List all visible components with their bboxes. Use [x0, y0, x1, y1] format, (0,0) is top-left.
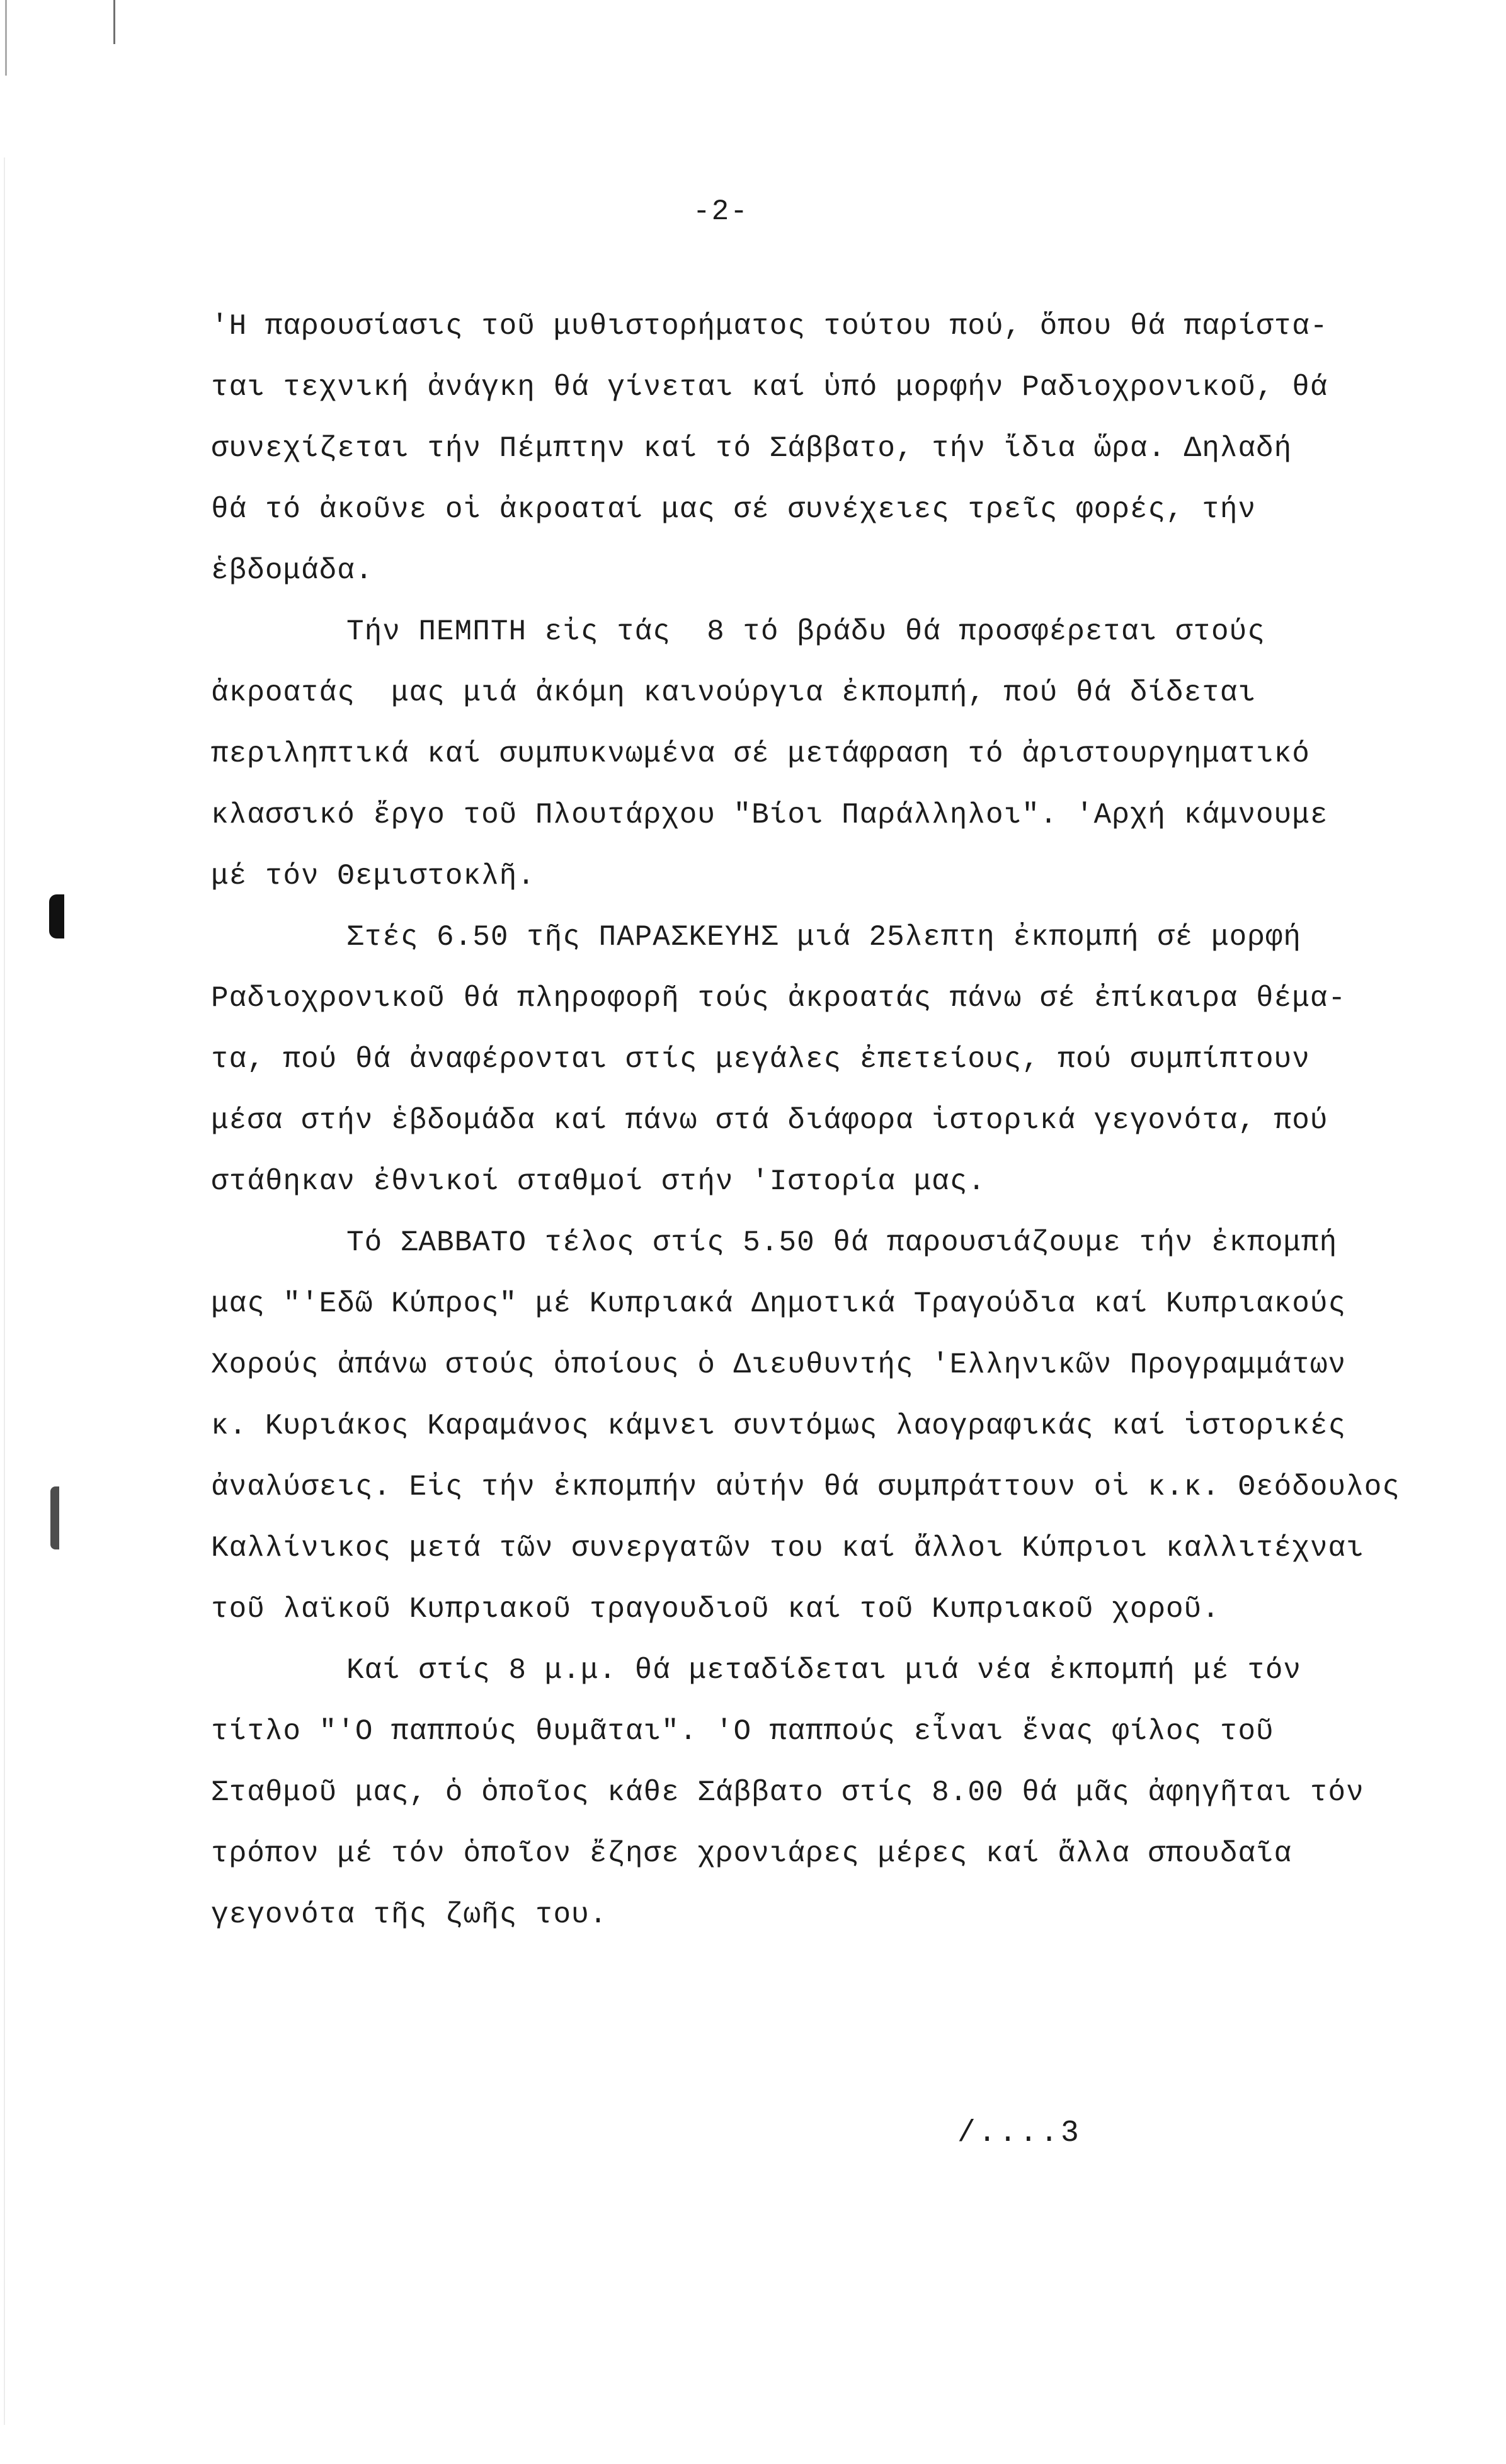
continuation-marker: /....3 — [957, 2116, 1081, 2150]
text-line: τοῦ λαϊκοῦ Κυπριακοῦ τραγουδιοῦ καί τοῦ Κυπριακοῦ χοροῦ. — [211, 1593, 1220, 1626]
text-line: Ραδιοχρονικοῦ θά πληροφορῆ τούς ἀκροατάς πάνω σέ ἐπίκαιρα θέμα- — [211, 982, 1347, 1015]
text-line: Τό ΣΑΒΒΑΤΟ τέλος στίς 5.50 θά παρουσιάζουμε τήν ἐκπομπή — [346, 1226, 1338, 1259]
text-line: μέσα στήν ἑβδομάδα καί πάνω στά διάφορα ἱστορικά γεγονότα, πού — [211, 1104, 1328, 1137]
document-body — [211, 296, 1458, 1946]
page-number: -2- — [693, 195, 749, 228]
text-line: γεγονότα τῆς ζωῆς του. — [211, 1898, 608, 1931]
text-line: μας "'Εδῶ Κύπρος" μέ Κυπριακά Δημοτικά Τραγούδια καί Κυπριακούς — [211, 1287, 1347, 1320]
text-line: θά τό ἀκοῦνε οἱ ἀκροαταί μας σέ συνέχειες τρεῖς φορές, τήν — [211, 493, 1257, 526]
hole-punch-mark — [49, 894, 64, 938]
text-line: μέ τόν Θεμιστοκλῆ. — [211, 860, 535, 893]
hole-punch-mark — [50, 1486, 59, 1549]
text-line: ἀναλύσεις. Εἰς τήν ἐκπομπήν αὐτήν θά συμπράττουν οἱ κ.κ. Θεόδουλος — [211, 1471, 1400, 1503]
paragraph-2 — [211, 602, 1458, 907]
scan-artifact — [113, 0, 115, 44]
text-line: περιληπτικά καί συμπυκνωμένα σέ μετάφραση τό ἀριστουργηματικό — [211, 738, 1310, 770]
text-line: Καί στίς 8 μ.μ. θά μεταδίδεται μιά νέα ἐκπομπή μέ τόν — [346, 1654, 1302, 1687]
text-line: στάθηκαν ἐθνικοί σταθμοί στήν 'Ιστορία μας. — [211, 1165, 986, 1198]
text-line: συνεχίζεται τήν Πέμπτην καί τό Σάββατο, τήν ἴδια ὥρα. Δηλαδή — [211, 432, 1292, 465]
scan-artifact — [5, 0, 7, 76]
paragraph-1 — [211, 296, 1458, 602]
text-line: Καλλίνικος μετά τῶν συνεργατῶν του καί ἄλλοι Κύπριοι καλλιτέχναι — [211, 1532, 1364, 1565]
text-line: Χορούς ἀπάνω στούς ὁποίους ὁ Διευθυντής 'Ελληνικῶν Προγραμμάτων — [211, 1349, 1347, 1381]
text-line: Στές 6.50 τῆς ΠΑΡΑΣΚΕΥΗΣ μιά 25λεπτη ἐκπομπή σέ μορφή — [346, 921, 1302, 954]
text-line: τίτλο "'Ο παππούς θυμᾶται". 'Ο παππούς εἶναι ἕνας φίλος τοῦ — [211, 1715, 1274, 1748]
text-line: Τήν ΠΕΜΠΤΗ εἰς τάς 8 τό βράδυ θά προσφέρεται στούς — [346, 615, 1265, 648]
text-line: τρόπον μέ τόν ὁποῖον ἔζησε χρονιάρες μέρες καί ἄλλα σπουδαῖα — [211, 1837, 1292, 1870]
text-line: ται τεχνική ἀνάγκη θά γίνεται καί ὑπό μορφήν Ραδιοχρονικοῦ, θά — [211, 371, 1328, 404]
paragraph-3 — [211, 907, 1458, 1212]
text-line: 'Η παρουσίασις τοῦ μυθιστορήματος τούτου πού, ὅπου θά παρίστα- — [211, 310, 1328, 343]
text-line: ἑβδομάδα. — [211, 554, 374, 587]
text-line: κ. Κυριάκος Καραμάνος κάμνει συντόμως λαογραφικάς καί ἱστορικές — [211, 1410, 1347, 1442]
text-line: Σταθμοῦ μας, ὁ ὁποῖος κάθε Σάββατο στίς 8.00 θά μᾶς ἀφηγῆται τόν — [211, 1776, 1364, 1809]
text-line: κλασσικό ἔργο τοῦ Πλουτάρχου "Βίοι Παράλληλοι". 'Αρχή κάμνουμε — [211, 799, 1328, 831]
text-line: τα, πού θά ἀναφέρονται στίς μεγάλες ἐπετείους, πού συμπίπτουν — [211, 1043, 1310, 1076]
text-line: ἀκροατάς μας μιά ἀκόμη καινούργια ἐκπομπή, πού θά δίδεται — [211, 676, 1257, 709]
paragraph-5 — [211, 1640, 1458, 1946]
scan-artifact — [4, 157, 5, 2425]
paragraph-4 — [211, 1212, 1458, 1640]
